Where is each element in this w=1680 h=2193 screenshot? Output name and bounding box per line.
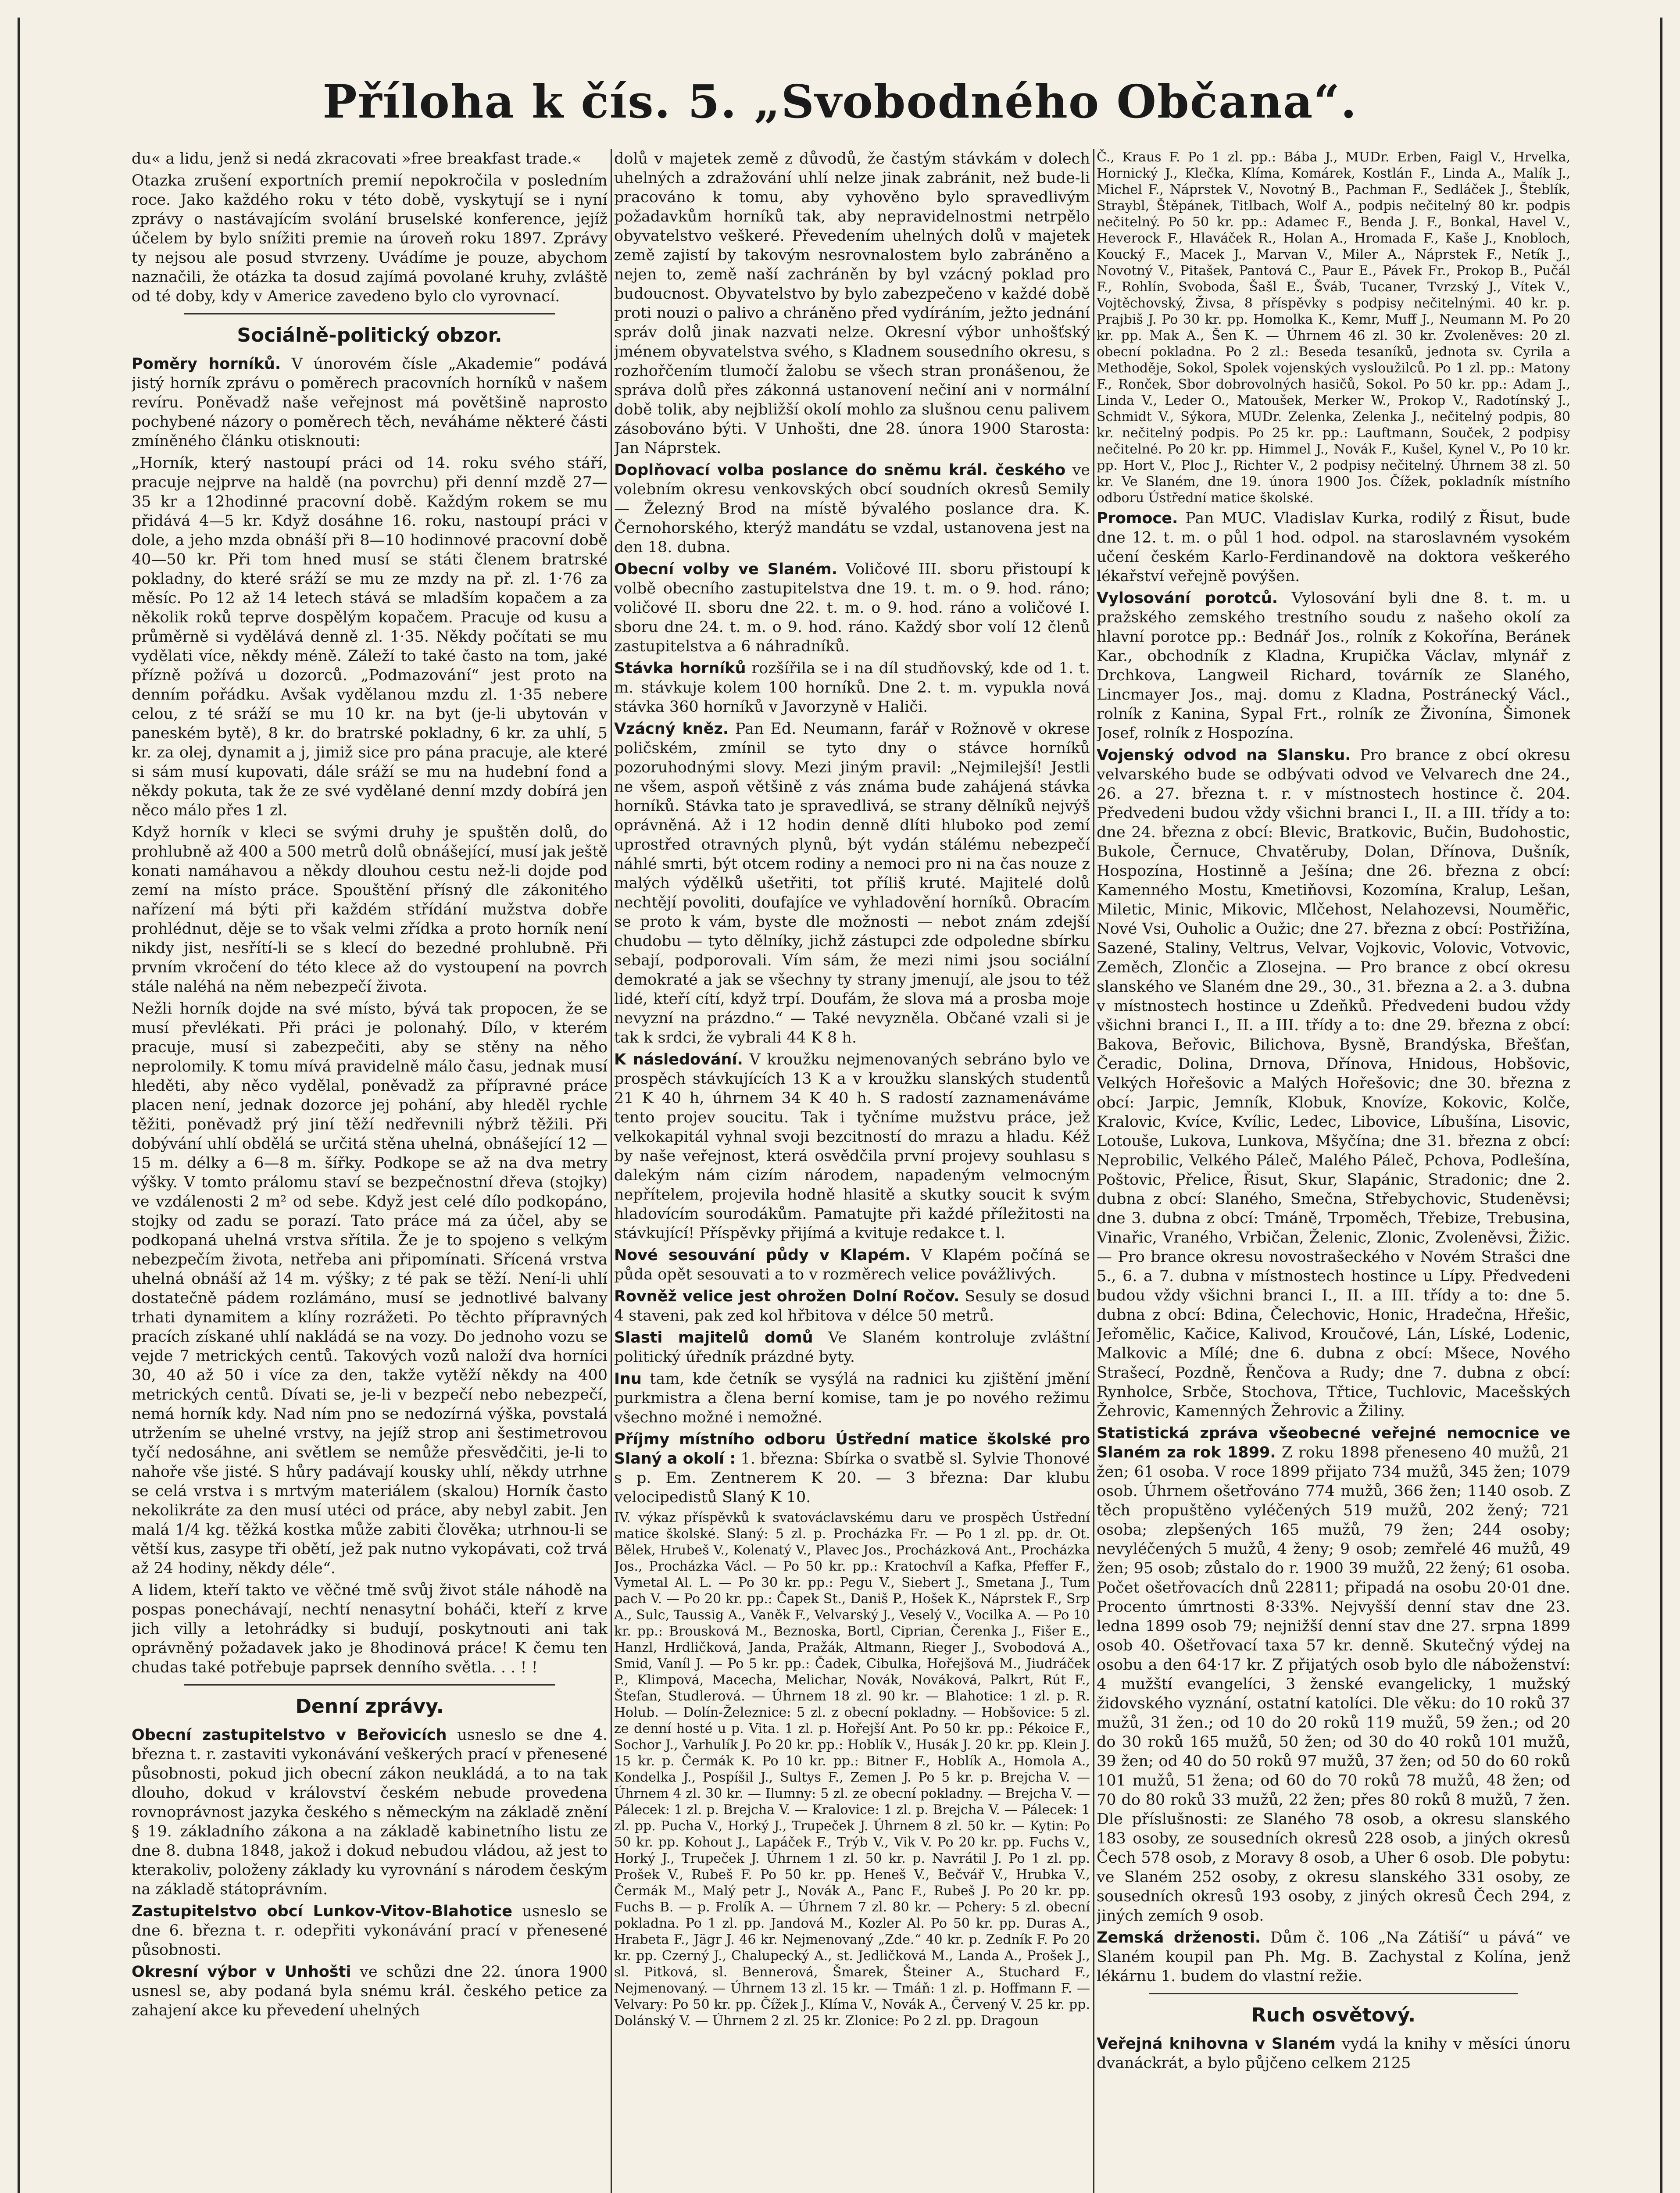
article-lead: Stávka horníků: [614, 660, 746, 677]
article-lead: Nové sesouvání půdy v Klapém.: [614, 1247, 911, 1264]
donation-list: Č., Kraus F. Po 1 zl. pp.: Bába J., MUDr. Erben, Faigl V., Hrvelka, Hornický J., Klečka, Klíma, Komárek, Kostlán F., Linda A., Malík J., Michel F., Náprstek V., Novotný B., Pachman F., Sedláček J., Šteblík, Straybl, Štěpánek, Titlbach, Wolf A., podpis nečitelný 80 kr. podpis nečitelný. Po 50 kr. pp.: Adamec F., Benda J. F., Bonkal, Havel V., Heverock F., Hlaváček R., Holan A., Hromada F., Kaše J., Knobloch, Koucký F., Macek J., Marvan V., Miler A., Náprstek F., Netík J., Novotný V., Pitašek, Pantová C., Paur E., Pávek Fr., Prokop B., Pučál F., Rohlín, Svoboda, Šašl E., Šváb, Tucaner, Tvrzský J., Vítek V., Vojtěchovský, Živsa, 8 příspěvky s podpisy nečitelnými. 40 kr. p. Prajbiš J. Po 30 kr. pp. Homolka K., Kemr, Muff J., Neumann M. Po 20 kr. pp. Mak A., Šen K. — Úhrnem 46 zl. 30 kr. Zvoleněves: 20 zl. obecní pokladna. Po 2 zl.: Beseda tesaníků, jednota sv. Cyrila a Methoděje, Sokol, Spolek vojenských vysloužilců. Po 1 zl. pp.: Matony F., Ronček, Sbor dobrovolných hasičů, Sokol. Po 50 kr. pp.: Adam J., Linda V., Leder O., Matoušek, Merker W., Prokop V., Radotínský J., Schmidt V., Sýkora, MUDr. Zelenka, Zelenka J., nečitelný podpis, 80 kr. nečitelný podpis. Po 25 kr. pp.: Lauftmann, Souček, 2 podpisy nečitelné. Po 20 kr. pp. Himmel J., Novák F., Kušel, Kynel V., Po 10 kr. pp. Hort V., Ploc J., Richter V., 2 podpisy nečitelný. Úhrnem 38 zl. 50 kr. Ve Slaném, dne 19. února 1900 Jos. Čížek, pokladník místního odboru Ústřední matice školské.: [1097, 150, 1570, 506]
paragraph: A lidem, kteří takto ve věčné tmě svůj život stále náhodě na pospas ponechávají, nechtí nenasytní boháči, kteří z krve jich villy a letohrádky si budují, poskytnouti ani tak oprávněný požadavek jako je 8hodinová práce! K čemu ten chudas také potřebuje paprsek denního světla. . . ! !: [132, 1582, 608, 1676]
article-paragraph: [614, 560, 1090, 656]
section-heading: Sociálně-politický obzor.: [237, 324, 502, 346]
article-text: usneslo se dne 4. března t. r. zastaviti vykonávání veškerých prací v přenesené působnosti, pokud jich obecní zákon neukládá, a to na tak dlouho, dokud v království českém nebude provedena rovnoprávnost jazyka českého s německým na základě znění § 19. základního zákona a na základě kabinetního listu ze dne 8. dubna 1848, jakož i dokud nebudou vládou, až jest to kterakoliv, položeny základy ku vyrovnání s národem českým na základě státoprávním.: [132, 1726, 608, 1898]
article-text: Pan Ed. Neumann, farář v Rožnově v okrese poličském, zmínil se tyto dny o stávce horníků pozoruhodnými slovy. Mezi jiným pravil: „Nejmilejší! Jestli ne všem, aspoň většině z vás známa bude zahájená stávka horníků. Stávka tato je spravedlivá, se strany dělníků nejvýš oprávněná. Až i 12 hodin denně dlíti hluboko pod zemí uprostřed otravných plynů, být vydán stálému nebezpečí náhlé smrti, být otcem rodiny a nemoci pro ni na čas nouze z malých výdělků ušetřiti, tot příliš kruté. Majitelé dolů nechtějí povoliti, doufajíce ve vyhladovění horníků. Obracím se proto k vám, byste dle možnosti — nebot znám zdejší chudobu — tyto dělníky, jichž zástupci zde odpoledne sbírku sebají, podporovali. Vím sám, že mezi nimi jsou sociální demokraté a jak se všechny ty strany jmenují, ale jsou to též lidé, kteří cítí, když trpí. Doufám, že slova má a prosba moje nevyzní na prázdno.“ — Také nevyzněla. Občané vzali si je tak k srdci, že vybrali 44 K 8 h.: [614, 720, 1090, 1046]
article-text: Ve Slaném kontroluje zvláštní politický úředník prázdné byty.: [614, 1329, 1090, 1366]
article-text: Pro brance z obcí okresu velvarského bude se odbývati odvod ve Velvarech dne 24., 26. a 27. března t. r. v místnostech hostince č. 204. Předvedeni budou vždy všichni branci I., II. a III. třídy a to: dne 24. března z obcí: Blevic, Bratkovic, Bučin, Budohostic, Bukole, Černuce, Chvatěruby, Dolan, Dřínova, Dušník, Hospozína, Hostinně a Ješína; dne 26. března z obcí: Kamenného Mostu, Kmetiňovsi, Kozomína, Kralup, Lešan, Miletic, Minic, Mikovic, Mlčehost, Nelahozevsi, Nouměřic, Nové Vsi, Ouholic a Oužic; dne 27. března z obcí: Postřižína, Sazené, Staliny, Veltrus, Velvar, Vojkovic, Volovic, Votvovic, Zeměch, Zlončic a Zlosejna. — Pro brance z obcí okresu slanského ve Slaném dne 29., 30., 31. března a 2. a 3. dubna v místnostech hostince u Zdeňků. Předvedeni budou vždy všichni branci I., II. a III. třídy a to: dne 29. března z obcí: Bakova, Beřovic, Bilichova, Bysně, Brandýska, Břešťan, Čeradic, Dolina, Drnova, Dřínova, Hnidous, Hobšovic, Velkých Hořešovic a Malých Hořešovic; dne 30. března z obcí: Jarpic, Jemník, Klobuk, Knovíze, Kokovic, Kolče, Kralovic, Kvíce, Kvílic, Ledec, Libovice, Líbušína, Lisovic, Lotouše, Lukova, Lunkova, Mšyčína; dne 31. března z obcí: Neprobilic, Velkého Páleč, Malého Páleč, Pchova, Podlešína, Poštovic, Přelice, Řisut, Skur, Slapánic, Stradonic; dne 2. dubna z obcí: Slaného, Smečna, Střebychovic, Studeněvsi; dne 3. dubna z obcí: Tmáně, Trpoměch, Třebize, Trebusina, Vinařic, Vraného, Vrbičan, Želenic, Zlonic, Zvoleněvsi, Žižic. — Pro brance okresu novostrašeckého v Novém Strašci dne 5., 6. a 7. dubna v místnostech hostince u Lípy. Předvedeni budou vždy všichni branci I., II. a III. třídy a to: dne 5. dubna z obcí: Bdina, Čelechovic, Honic, Hradečna, Hřešic, Jeřomělic, Kačice, Kalivod, Kroučové, Lán, Líské, Lodenic, Malkovic a Mílé; dne 6. dubna z obcí: Mšece, Nového Strašecí, Pozdně, Řenčova a Rudy; dne 7. dubna z obcí: Rynholce, Srbče, Stochova, Třtice, Tuchlovic, Macešských Žehrovic, Kamenných Žehrovic a Žiliny.: [1097, 746, 1570, 1420]
article-text: vydá la knihy v měsíci únoru dvanáckrát, a bylo půjčeno celkem 2125: [1097, 2035, 1570, 2072]
article-text: Voličové III. sboru přistoupí k volbě obecního zastupitelstva dne 19. t. m. o 9. hod. ráno; voličové II. sboru dne 22. t. m. o 9. hod. ráno a voličové I. sboru dne 24. t. m. o 9. hod. ráno. Každý sbor volí 12 členů zastupitelstva a 6 náhradníků.: [614, 561, 1090, 655]
article-text: Vylosování byli dne 8. t. m. u pražského zemského trestního soudu z našeho okolí za hlavní porotce pp.: Bednář Jos., rolník z Kokořína, Beránek Kar., obchodník z Kladna, Krupička Václav, mlynář z Drchkova, Langweil Richard, továrník ze Slaného, Lincmayer Jos., maj. domu z Kladna, Postránecký Václ., rolník z Kanina, Sypal Frt., rolník ze Živonína, Šimonek Josef, rolník z Hospozína.: [1097, 589, 1570, 742]
article-paragraph: [132, 1902, 608, 1960]
section-divider: [184, 1684, 555, 1686]
article-paragraph: [1097, 746, 1570, 1421]
section-divider: [184, 313, 555, 314]
article-paragraph: [1097, 589, 1570, 743]
article-lead: Obecní volby ve Slaném.: [614, 561, 838, 578]
article-paragraph: [614, 1287, 1090, 1325]
article-lead: Zastupitelstvo obcí Lunkov-Vitov-Blahotice: [132, 1903, 513, 1920]
article-text: 1. března: Sbírka o svatbě sl. Sylvie Thonové s p. Em. Zentnerem K 20. — 3 března: Dar klubu velocipedistů Slaný K 10.: [614, 1450, 1090, 1506]
article-text: usneslo se dne 6. března t. r. odepřiti vykonávání prací v přenesené působnosti.: [132, 1903, 608, 1959]
article-text: ve volebním okresu venkovských obcí soudních okresů Semily — Železný Brod na místě bývalého poslance dra. K. Černohorského, kterýž mandátu se vzdal, ustanovena jest na den 18. dubna.: [614, 461, 1090, 556]
article-text: V kroužku nejmenovaných sebráno bylo ve prospěch stávkujících 13 K a v kroužku slanských studentů 21 K 40 h, úhrnem 34 K 40 h. S radostí zaznamenáváme tento projev soucitu. Tak i tyčníme mužstvu práce, jež velkokapitál vyhnal svoji bezcitností do mrazu a hladu. Kéž by naše veřejnost, která osvědčila první projevy souhlasu s dalekým nám cizím národem, napadeným velmocným nepřítelem, projevila hodně hlasitě a skutky soucit k svým hladovícím sourodákům. Pamatujte při každé příležitosti na stávkující! Příspěvky přijímá a kvituje redakce t. l.: [614, 1051, 1090, 1242]
article-paragraph: [614, 1328, 1090, 1367]
masthead: Příloha k čís. 5. „Svobodného Občana“.: [322, 75, 1358, 129]
article-lead: Slasti majitelů domů: [614, 1329, 813, 1347]
article-paragraph: [1097, 1424, 1570, 1925]
donation-list: IV. výkaz příspěvků k svatováclavskému daru ve prospěch Ústřední matice školské. Slaný: 5 zl. p. Procházka Fr. — Po 1 zl. pp. dr. Ot. Bělek, Hrubeš V., Kolenatý V., Plavec Jos., Procházková Ant., Procházka Jos., Procházka Václ. — Po 50 kr. pp.: Kratochvíl a Kafka, Pfeffer F., Vymetal Al. L. — Po 30 kr. pp.: Pegu V., Siebert J., Smetana J., Tum pach V. — Po 20 kr. pp.: Čapek St., Daniš P., Hošek K., Náprstek F., Srp A., Sulc, Taussig A., Vaněk F., Velvarský J., Veselý V., Vocilka A. — Po 10 kr. pp.: Brousková M., Beznoska, Bortl, Ciprian, Čerenka J., Fišer E., Hanzl, Hrdličková, Janda, Pražák, Altmann, Rieger J., Svobodová A., Smid, Vaníl J. — Po 5 kr. pp.: Čadek, Cibulka, Hořejšová M., Jiudráček P., Klimpová, Macecha, Melichar, Novák, Nováková, Palkrt, Rút F., Štefan, Studlerová. — Úhrnem 18 zl. 90 kr. — Blahotice: 1 zl. p. R. Holub. — Dolín-Železnice: 5 zl. z obecní pokladny. — Hobšovice: 5 zl. ze denní hosté u p. Vita. 1 zl. p. Hořejší Ant. Po 50 kr. pp.: Pékoice F., Sochor J., Varhulík J. Po 20 kr. pp.: Hoblík V., Husák J. 20 kr. pp. Klein J. 15 kr. p. Čermák K. Po 10 kr. pp.: Bitner F., Hoblík A., Homola A., Kondelka J., Pospíšil J., Sultys F., Zemen J. Po 5 kr. p. Brejcha V. — Úhrnem 4 zl. 30 kr. — Ilumny: 5 zl. ze obecní pokladny. — Brejcha V. — Pálecek: 1 zl. p. Brejcha V. — Kralovice: 1 zl. p. Brejcha V. — Pálecek: 1 zl. pp. Pucha V., Horký J., Trupeček J. Úhrnem 8 zl. 50 kr. — Kytin: Po 50 kr. pp. Kohout J., Lapáček F., Trýb V., Vik V. Po 20 kr. pp. Fuchs V., Horký J., Trupeček J. Úhrnem 1 zl. 50 kr. p. Navrátil J. Po 1 zl. pp. Prošek V., Rubeš F. Po 50 kr. pp. Heneš V., Bečvář V., Hrubka V., Čermák M., Malý petr J., Novák A., Panc F., Rubeš J. Po 20 kr. pp. Fuchs B. — p. Frolík A. — Úhrnem 7 zl. 80 kr. — Pchery: 5 zl. obecní pokladna. Po 1 zl. pp. Jandová M., Kozler Al. Po 50 kr. pp. Duras A., Hrabeta F., Jägr J. 46 kr. Nejmenovaný „Zde.“ 40 kr. p. Zedník F. Po 20 kr. pp. Czerný J., Chalupecký A., st. Jedličková M., Landa A., Prošek J., sl. Pitková, sl. Bennerová, Šmarek, Šteiner A., Stuchard F., Nejmenovaný. — Úhrnem 13 zl. 15 kr. — Tmáň: 1 zl. p. Hoffmann F. — Velvary: Po 50 kr. pp. Čížek J., Klíma V., Novák A., Červený V. 25 kr. pp. Dolánský V. — Úhrnem 2 zl. 25 kr. Zlonice: Po 2 zl. pp. Dragoun: [614, 1510, 1090, 2029]
article-lead: Inu: [614, 1370, 642, 1388]
article-text: ve schůzi dne 22. února 1900 usnesl se, aby podaná byla snému král. českého petice za zahajení akce ku převedení uhelných: [132, 1963, 608, 2019]
column-divider: [1093, 149, 1094, 2193]
article-text: V únorovém čísle „Akademie“ podává jistý horník zprávu o poměrech pracovních horníků v našem revíru. Poněvadž naše veřejnost má povětšině naprosto pochybené názory o poměrech těch, neváháme některé části zmíněného článku otisknouti:: [132, 355, 608, 450]
article-text: V Klapém počíná se půda opět sesouvati a to v rozměrech velice povážlivých.: [614, 1247, 1090, 1283]
article-paragraph: [614, 659, 1090, 717]
column-right: [1097, 149, 1570, 2193]
paragraph: „Horník, který nastoupí práci od 14. roku svého stáří, pracuje nejprve na haldě (na povrchu) při denní mzdě 27—35 kr a 12hodinné pracovní době. Každým rokem se mu přidává 4—5 kr. Když dosáhne 16. roku, nastoupí práci v dole, a jeho mzda obnáší při 8—10 hodinnové pracovní době 40—50 kr. Při tom hned musí se státi členem bratrské pokladny, do které sráží se mu ze mzdy na př. zl. 1·76 za měsíc. Po 12 až 14 letech stává se mladším kopačem a za několik roků teprve dospělým kopačem. Pracuje od kusu a průměrně si vydělává denně zl. 1·35. Někdy počítati se mu vydělati více, někdy méně. Záleží to také často na tom, jaké přízně požívá u dozorců. „Podmazování“ jest proto na denním pořádku. Avšak vydělanou mzdu zl. 1·35 nebere celou, z té sráží se mu 10 kr. na byt (je-li ubytován v paneském bytě), 8 kr. do bratrské pokladny, 6 kr. za uhlí, 5 kr. za olej, dynamit a j, jimiž sice pro pána pracuje, ale které si sám musí kupovati, dále sráží se mu na hudební fond a někdy pokuta, tak že ze své vydělané denní mzdy dobírá jen něco málo přes 1 zl.: [132, 454, 608, 819]
article-paragraph: [1097, 2034, 1570, 2073]
article-paragraph: [132, 1962, 608, 2020]
column-left: [132, 149, 608, 2193]
column-divider: [611, 149, 612, 2193]
section-heading: Denní zprávy.: [295, 1695, 444, 1718]
article-text: Pan MUC. Vladislav Kurka, rodilý z Řisut, bude dne 12. t. m. o půl 1 hod. odpol. na staroslavném vysokém učení českém Karlo-Ferdinandově na doktora veškerého lékařství veřejně povýšen.: [1097, 510, 1570, 585]
paragraph: dolů v majetek země z důvodů, že častým stávkám v dolech uhelných a zdražování uhlí nelze jinak zabránit, než bude-li pracováno k tomu, aby vyhověno bylo spravedlivým požadavkům horníků tak, aby nepravidelnostmi netrpělo obyvatelstvo veškeré. Převedením uhelných dolů v majetek země zajistí by takovým nesrovnalostem bylo zabráněno a nejen to, země naší zachráněn by byl vzácný poklad pro budoucnost. Obyvatelstvo by bylo zabezpečeno v každé době proti nouzi o palivo a chráněno před vydíráním, ježto jednání správ dolů jinak nazvati nelze. Okresní výbor unhošťský jménem obyvatelstva svého, s Kladnem sousedního okresu, s rozhořčením tlumočí žalobu se všech stran pronášenou, že správa dolů přes zákonná ustanovení nečiní ani v normální době tolik, aby nejbližší okolí mohlo za slušnou cenu palivem zásobováno býti. V Unhošti, dne 28. února 1900 Starosta: Jan Náprstek.: [614, 150, 1090, 457]
article-lead: Promoce.: [1097, 510, 1178, 527]
paragraph: Otazka zrušení exportních premií nepokročila v posledním roce. Jako každého roku v této době, vyskytují se i nyní zprávy o nastávajícím svolání bruselské konference, jejíž účelem by bylo snížiti premie na úroveň roku 1897. Zprávy ty nejsou ale posud stvrzeny. Uvádíme je pouze, abychom naznačili, že otázka ta dosud zajímá povolané kruhy, zvláště od té doby, kdy v Americe zavedeno bylo clo vyrovnací.: [132, 172, 608, 305]
column-middle: [614, 149, 1090, 2193]
article-lead: Okresní výbor v Unhošti: [132, 1963, 351, 1981]
article-paragraph: [132, 354, 608, 451]
article-text: tam, kde četník se vysýlá na radnici ku zjištění jmění purkmistra a člena berní komise, tam je po nového režimu všechno možné i nemožné.: [614, 1370, 1090, 1426]
article-lead: Vylosování porotců.: [1097, 589, 1278, 607]
article-text: Dům č. 106 „Na Zátiší“ u pává“ ve Slaném koupil pan Ph. Mg. B. Zachystal z Kolína, jenž lékárnu 1. budem do vlastní režie.: [1097, 1929, 1570, 1985]
article-lead: Poměry horníků.: [132, 355, 281, 373]
article-lead: Rovněž velice jest ohrožen Dolní Ročov.: [614, 1288, 960, 1305]
article-paragraph: [614, 1430, 1090, 1507]
article-lead: Veřejná knihovna v Slaném: [1097, 2035, 1336, 2053]
article-lead: Zemská drženosti.: [1097, 1929, 1261, 1947]
paragraph: du« a lidu, jenž si nedá zkracovati »free breakfast trade.«: [132, 150, 582, 168]
article-paragraph: [614, 1369, 1090, 1427]
article-paragraph: [614, 1050, 1090, 1243]
article-paragraph: [1097, 509, 1570, 586]
article-lead: Obecní zastupitelstvo v Beřovicích: [132, 1726, 447, 1744]
article-text: Z roku 1898 přeneseno 40 mužů, 21 žen; 61 osoba. V roce 1899 přijato 734 mužů, 345 žen; 1079 osob. Úhrnem ošetřováno 774 mužů, 366 žen; 1140 osob. Z těch propuštěno vyléčených 519 mužů, 202 žený; 721 osoba; zlepšených 165 mužů, 79 žen; 244 osoby; nevyléčených 5 mužů, 4 ženy; 9 osob; zemřelé 46 mužů, 49 žen; 95 osob; zůstalo do r. 1900 39 mužů, 22 žený; 61 osoba. Počet ošetřovacích dnů 22811; připadá na osobu 20·01 dne. Procento úmrtnosti 8·33%. Nejvyšší denní stav dne 23. ledna 1899 osob 79; nejnižší denní stav dne 27. srpna 1899 osob 40. Ošetřovací taxa 57 kr. denně. Skutečný výdej na osobu a den 64·17 kr. Z přijatých osob bylo dle náboženství: 4 mužští evangelíci, 3 ženské evangelicky, 1 mužský židovského vyznání, ostatní katolíci. Dle věku: do 10 roků 37 mužů, 31 žen.; od 10 do 20 roků 119 mužů, 59 žen.; od 20 do 30 roků 165 mužů, 50 žen; od 30 do 40 roků 101 mužů, 39 žen; od 40 do 50 roků 97 mužů, 37 žen; od 50 do 60 roků 101 mužů, 51 žena; od 60 do 70 roků 78 mužů, 48 žen; od 70 do 80 roků 33 mužů, 22 žen; přes 80 roků 8 mužů, 7 žen. Dle příslušnosti: ze Slaného 78 osob, a okresu slanského 183 osoby, ze sousedních okresů 228 osob, a jiných okresů Čech 578 osob, z Moravy 8 osob, a Uher 6 osob. Dle pobytu: ve Slaném 252 osoby, z okresu slanského 331 osoby, ze sousedních okresů 193 osoby, z jiných okresů Čech 294, z jiných zemích 9 osob.: [1097, 1444, 1570, 1925]
section-heading: Ruch osvětový.: [1251, 2004, 1416, 2026]
article-lead: Vojenský odvod na Slansku.: [1097, 746, 1351, 764]
section-divider: [1149, 1993, 1518, 1994]
article-lead: K následování.: [614, 1051, 743, 1068]
article-text: Sesuly se dosud 4 staveni, pak zed kol hřbitova v délce 50 metrů.: [614, 1288, 1090, 1325]
article-text: rozšířila se i na díl studňovský, kde od 1. t. m. stávkuje kolem 100 horníků. Dne 2. t. m. vypukla nová stávka 360 horníků v Javorzyně v Haliči.: [614, 660, 1090, 716]
article-lead: Příjmy místního odboru Ústřední matice školské pro Slaný a okolí :: [614, 1431, 1090, 1468]
article-paragraph: [132, 1725, 608, 1899]
paragraph: Nežli horník dojde na své místo, bývá tak propocen, že se musí převlékati. Při práci je polonahý. Dílo, v kterém pracuje, musí si zabezpečiti, aby se stěny na něho neprolomily. K tomu mívá pravidelně málo času, jednak musí hleděti, aby něco vydělal, poněvadž za přípravné práce placen není, jednak dozorce jej pohání, aby hleděl rychle těžiti, poněvadž prý jiní těží nedřevnili nýbrž těžili. Při dobývání uhlí obdělá se určitá stěna uhelná, obnášející 12 — 15 m. délky a 6—8 m. šířky. Podkope se až na dva metry výšky. V tomto prálomu staví se bezpečnostní dřeva (stojky) ve vzdálenosti 2 m² od sebe. Když jest celé dílo podkopáno, stojky od zadu se porazí. Tato práce má za účel, aby se podkopaná uhelná vrstva sřítila. Že je to spojeno s velkým nebezpečím života, netřeba ani připomínati. Sřícená vrstva uhelná obnáší až 14 m. výšky; z té pak se těží. Není-li uhlí dostatečně pádem rozlámáno, musí se jednotlivé balvany trhati dynamitem a klíny rozrážeti. Po těchto přípravných pracích získané uhlí nakládá se na vozy. Do jednoho vozu se vejde 7 metrických centů. Takových vozů naloží dva horníci 30, 40 až 50 i více za den, takže vytěží někdy na 400 metrických centů. Dívati se, je-li v bezpečí nebo nebezpečí, nemá horník kdy. Nad ním pno se nedozírná výška, povstalá utržením se uhelné vrstvy, na jejíž strop ani šestimetrovou tyčí nedosáhne, ani světlem se nemůže přesvědčiti, je-li to nahoře vše jisté. S hůry padávají kousky uhlí, někdy utrhne se celá vrstva i s mrtvým materiálem (skalou) Horník často nekolikráte za den musí utéci od práce, aby nebyl zabit. Jen malá 1/4 kg. těžká kostka může zabiti člověka; utrhnou-li se větší kus, zasype tři obětí, jež pak nutno vykopávati, což trvá až 24 hodiny, někdy déle“.: [132, 1000, 608, 1577]
article-paragraph: [614, 719, 1090, 1047]
article-lead: Statistická zpráva všeobecné veřejné nemocnice ve Slaném za rok 1899.: [1097, 1425, 1570, 1461]
article-paragraph: [1097, 1928, 1570, 1986]
paragraph: Když horník v kleci se svými druhy je spuštěn dolů, do prohlubně až 400 a 500 metrů dolů obnášející, musí jak ještě konati namáhavou a někdy dlouhou cestu než-li dojde pod zemí na místo práce. Spouštění přísný dle zákonitého nařízení má býti při každém střídání mužstva dobře prohlédnut, děje se to však velmi zřídka a proto horník není nikdy jist, nesřítí-li se s klecí do bezedné prohlubně. Při prvním vkročení do této klece až do vystoupení na povrch stále naléhá na něm nebezpečí života.: [132, 824, 608, 996]
article-lead: Vzácný kněz.: [614, 720, 729, 738]
article-paragraph: [614, 461, 1090, 557]
article-lead: Doplňovací volba poslance do sněmu král. českého: [614, 461, 1066, 479]
article-paragraph: [614, 1246, 1090, 1284]
